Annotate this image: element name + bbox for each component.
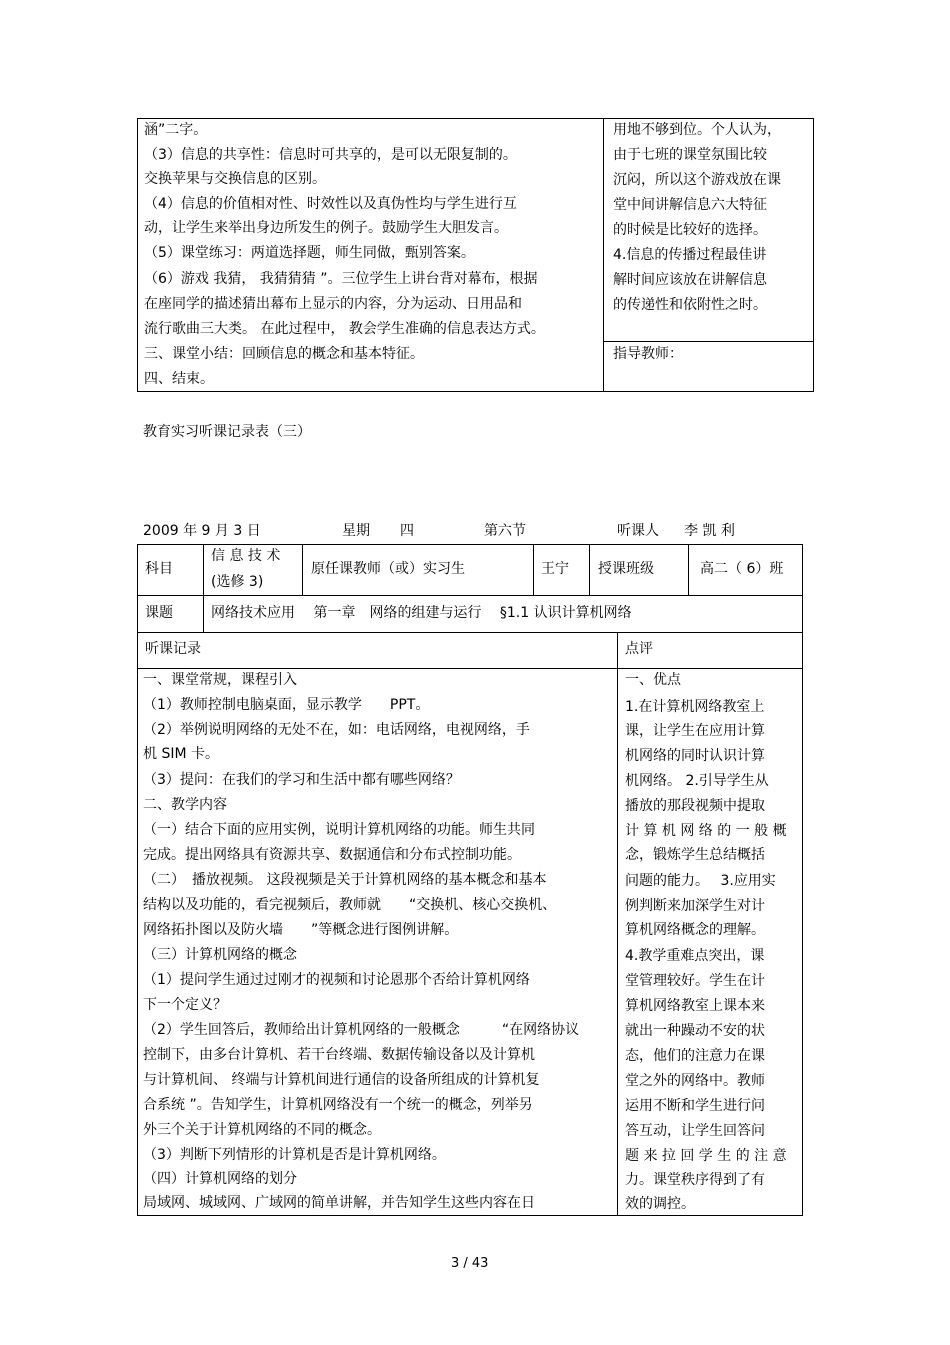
record-line: 二、教学内容: [143, 797, 227, 813]
teacher-label: 原任课教师（或）实习生: [311, 561, 465, 577]
comment-line: 算机网络概念的理解。: [625, 922, 765, 938]
record-line: 局域网、城域网、广域网的简单讲解，并告知学生这些内容在日: [143, 1195, 535, 1211]
record-line: （3）判断下列情形的计算机是否是计算机网络。: [143, 1147, 446, 1163]
record-line: （三）计算机网络的概念: [143, 947, 297, 963]
table2-border-right: [802, 544, 803, 1216]
section-title: 教育实习听课记录表（三）: [143, 424, 311, 440]
weekday-label: 星期: [342, 523, 370, 539]
table2-row-divider: [137, 595, 803, 596]
comment-line: 课，让学生在应用计算: [625, 723, 765, 739]
weekday: 四: [400, 523, 414, 539]
record-line: 控制下，由多台计算机、若干台终端、数据传输设备以及计算机: [143, 1047, 535, 1063]
comment-line: 机网络。 2.引导学生从: [625, 773, 769, 789]
record-line: 与计算机间、 终端与计算机间进行通信的设备所组成的计算机复: [143, 1072, 540, 1088]
table1-advisor-divider: [603, 341, 814, 342]
record-line: 一、课堂常规，课程引入: [143, 672, 297, 688]
comment-line: 由于七班的课堂氛围比较: [613, 147, 767, 163]
period: 第六节: [484, 523, 526, 539]
table2-col-divider: [302, 544, 303, 596]
comment-line: 算机网络教室上课本来: [625, 998, 765, 1014]
table2-row-divider: [137, 668, 803, 669]
comment-line: 播放的那段视频中提取: [625, 798, 765, 814]
record-line: 四、结束。: [144, 371, 214, 387]
comment-line: 运用不断和学生进行问: [625, 1098, 765, 1114]
record-line: 三、课堂小结：回顾信息的概念和基本特征。: [144, 346, 424, 362]
comment-line: 一、优点: [625, 672, 681, 688]
class-label: 授课班级: [598, 561, 654, 577]
record-line: （3）提问：在我们的学习和生活中都有哪些网络？: [143, 772, 460, 788]
table2-col-divider: [617, 632, 618, 1216]
listener-label: 听课人: [617, 523, 659, 539]
table2-col-divider: [589, 544, 590, 596]
comment-line: 沉闷，所以这个游戏放在课: [613, 172, 781, 188]
table2-border-top: [137, 544, 803, 545]
record-line: （3）信息的共享性：信息时可共享的，是可以无限复制的。: [144, 147, 517, 163]
record-line: （一）结合下面的应用实例，说明计算机网络的功能。师生共同: [143, 822, 535, 838]
record-line: 交换苹果与交换信息的区别。: [144, 171, 326, 187]
record-line: （5）课堂练习：两道选择题，师生同做，甄别答案。: [144, 245, 475, 261]
record-line: 合系统 ”。告知学生，计算机网络没有一个统一的概念，列举另: [143, 1097, 533, 1113]
comment-line: 堂中间讲解信息六大特征: [613, 197, 767, 213]
comment-line: 1.在计算机网络教室上: [625, 699, 765, 715]
table2-col-divider: [533, 544, 534, 596]
record-header: 听课记录: [145, 641, 201, 657]
table1-border-right: [813, 118, 814, 392]
comment-line: 效的调控。: [625, 1196, 695, 1212]
table1-border-left: [137, 118, 138, 392]
table2-col-divider: [203, 544, 204, 596]
comment-line: 就出一种躁动不安的状: [625, 1023, 765, 1039]
comment-line: 的时候是比较好的选择。: [613, 222, 767, 238]
comment-line: 题 来 拉 回 学 生 的 注 意: [625, 1148, 787, 1164]
table2-col-divider: [688, 544, 689, 596]
page-number: 3 / 43: [451, 1256, 489, 1271]
topic-value: 网络技术应用 第一章 网络的组建与运行 §1.1 认识计算机网络: [211, 605, 632, 621]
comment-line: 的传递性和依附性之时。: [613, 297, 767, 313]
table2-border-left: [137, 544, 138, 1216]
comment-line: 念，锻炼学生总结概括: [625, 847, 765, 863]
comment-line: 4.教学重难点突出，课: [625, 948, 765, 964]
date: 2009 年 9 月 3 日: [143, 523, 261, 539]
comment-line: 解时间应该放在讲解信息: [613, 272, 767, 288]
comment-line: 机网络的同时认识计算: [625, 748, 765, 764]
comment-line: 例判断来加深学生对计: [625, 898, 765, 914]
record-line: 机 SIM 卡。: [143, 746, 219, 762]
record-line: （1）教师控制电脑桌面，显示教学 PPT。: [143, 697, 430, 713]
comment-line: 4.信息的传播过程最佳讲: [613, 247, 767, 263]
record-line: 完成。提出网络具有资源共享、数据通信和分布式控制功能。: [143, 847, 521, 863]
record-line: （1）提问学生通过过刚才的视频和讨论恩那个否给计算机网络: [143, 972, 530, 988]
table1-column-divider: [603, 118, 604, 392]
table2-col-divider: [203, 595, 204, 633]
record-line: （2）举例说明网络的无处不在，如：电话网络，电视网络，手: [143, 722, 530, 738]
comment-line: 计 算 机 网 络 的 一 般 概: [625, 823, 787, 839]
comment-line: 态，他们的注意力在课: [625, 1048, 765, 1064]
teacher-name: 王宁: [541, 561, 569, 577]
subject-value: 信 息 技 术: [211, 548, 281, 564]
table1-border-bottom: [137, 391, 814, 392]
advisor-label: 指导教师：: [613, 346, 683, 362]
class-value: 高二（ 6）班: [700, 561, 784, 577]
record-line: 外三个关于计算机网络的不同的概念。: [143, 1122, 381, 1138]
table1-border-top: [137, 118, 814, 119]
comment-line: 答互动，让学生回答问: [625, 1123, 765, 1139]
record-line: （四）计算机网络的划分: [143, 1171, 297, 1187]
record-line: 动，让学生来举出身边所发生的例子。鼓励学生大胆发言。: [144, 220, 508, 236]
record-line: 涵”二字。: [144, 122, 208, 138]
record-line: 流行歌曲三大类。 在此过程中， 教会学生准确的信息表达方式。: [144, 321, 545, 337]
table2-row-divider: [137, 632, 803, 633]
topic-label: 课题: [145, 605, 173, 621]
comment-header: 点评: [625, 641, 653, 657]
comment-line: 用地不够到位。个人认为，: [613, 122, 781, 138]
record-line: （2）学生回答后，教师给出计算机网络的一般概念 “在网络协议: [143, 1022, 580, 1038]
subject-value-elective: (选修 3): [211, 574, 264, 590]
subject-label: 科目: [145, 561, 173, 577]
record-line: 结构以及功能的，看完视频后，教师就 “交换机、核心交换机、: [143, 897, 557, 913]
record-line: （4）信息的价值相对性、时效性以及真伪性均与学生进行互: [144, 196, 517, 212]
record-line: （二） 播放视频。 这段视频是关于计算机网络的基本概念和基本: [143, 872, 547, 888]
record-line: （6）游戏 我猜， 我猜猜猜 ”。三位学生上讲台背对幕布，根据: [144, 271, 538, 287]
comment-line: 堂管理较好。学生在计: [625, 973, 765, 989]
comment-line: 问题的能力。 3.应用实: [625, 873, 776, 889]
comment-line: 力。课堂秩序得到了有: [625, 1172, 765, 1188]
record-line: 下一个定义？: [143, 997, 227, 1013]
listener-name: 李 凯 利: [684, 523, 735, 539]
comment-line: 堂之外的网络中。教师: [625, 1073, 765, 1089]
table2-border-bottom: [137, 1215, 803, 1216]
record-line: 在座同学的描述猜出幕布上显示的内容，分为运动、日用品和: [144, 296, 522, 312]
record-line: 网络拓扑图以及防火墙 ”等概念进行图例讲解。: [143, 922, 459, 938]
